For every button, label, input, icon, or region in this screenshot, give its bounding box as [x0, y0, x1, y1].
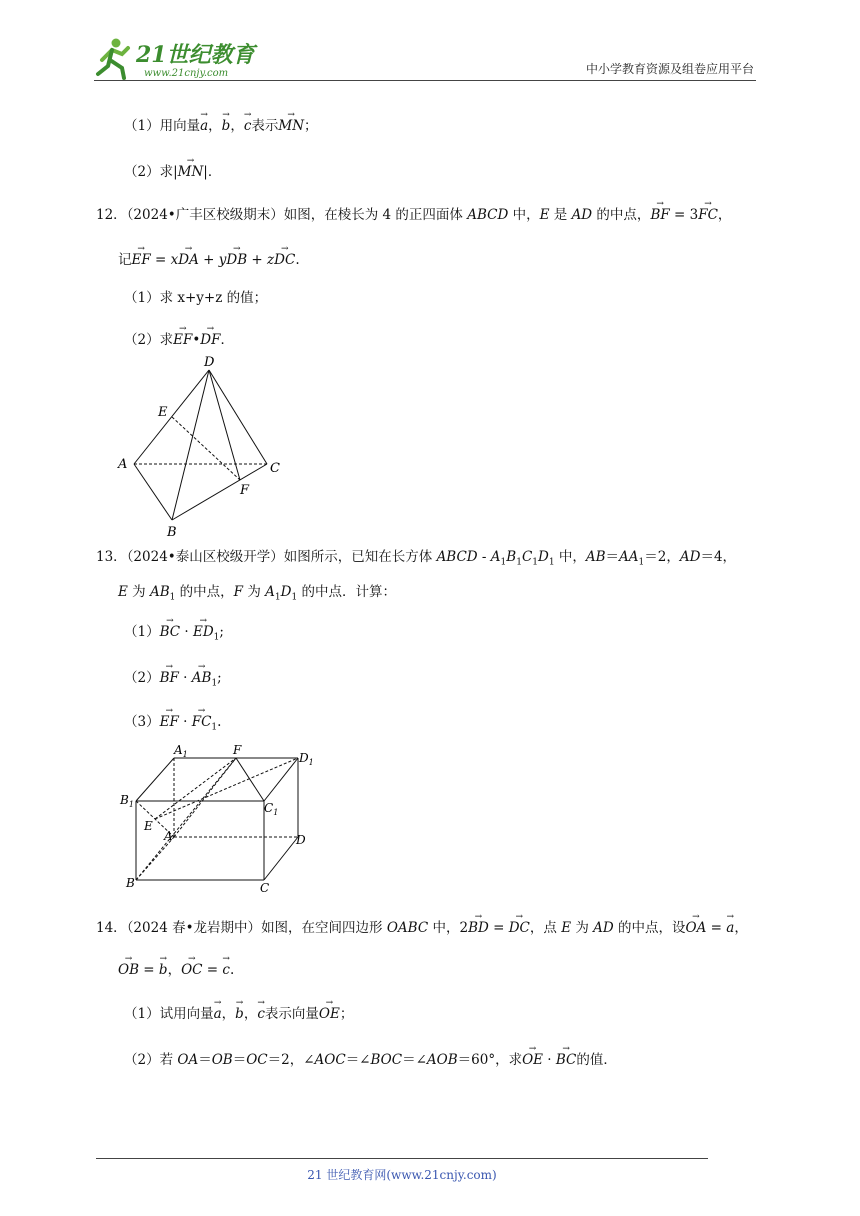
q12-part1: （1）求 x+y+z 的值； — [124, 290, 268, 306]
label-f: F — [233, 743, 242, 757]
logo-text: 21世纪教育 — [136, 42, 255, 68]
header-platform-name: 中小学教育资源及组卷应用平台 — [585, 62, 754, 76]
logo-url: www.21cnjy.com — [144, 68, 229, 79]
q12-stem-line1: 12．（2024•广丰区校级期末）如图，在棱长为 4 的正四面体 ABCD 中，E 是 AD 的中点，→ BF = 3→ FC， — [96, 205, 731, 225]
label-c1: $C_1$ — [264, 801, 279, 817]
cuboid-figure — [116, 740, 326, 898]
footer-link[interactable]: 21 世纪教育网(www.21cnjy.com) — [307, 1168, 497, 1182]
q13-stem-line2: E 为 $AB_1$ 的中点，F 为 $A_1D_1$ 的中点．计算： — [118, 584, 396, 603]
tetrahedron-figure — [112, 352, 292, 542]
label-a: A — [118, 457, 128, 472]
label-b1: $B_1$ — [120, 793, 134, 809]
q11-part2: （2）求|→ MN|． — [124, 162, 221, 182]
q13-part1: （1）→ BC · → $ED_1$; — [124, 622, 224, 648]
label-d: D — [204, 355, 215, 370]
label-d1: $D_1$ — [299, 751, 314, 767]
q14-part1: （1）试用向量→ a，→ b，→ c表示向量→ OE； — [124, 1004, 353, 1024]
q14-stem-line1: 14．（2024 春•龙岩期中）如图，在空间四边形 OABC 中，2→ BD = → DC，点 E 为 AD 的中点，设→ OA = → a， — [96, 918, 748, 938]
q11-part1: （1）用向量→ a，→ b，→ c表示→ MN； — [124, 116, 318, 136]
label-d: D — [296, 833, 306, 847]
label-b: B — [126, 876, 135, 890]
footer-divider — [96, 1158, 708, 1159]
q14-stem-line2: → OB = → b，→ OC = → c. — [118, 960, 234, 980]
header-divider — [94, 80, 756, 81]
q13-part3: （3）→ EF · → $FC_1$. — [124, 712, 221, 738]
label-a: A — [164, 829, 173, 843]
label-b: B — [167, 525, 177, 540]
label-e: E — [158, 405, 168, 420]
q13-stem-line1: 13．（2024•泰山区校级开学）如图所示，已知在长方体 ABCD - $A_1B_1C_1D_1$ 中，$AB=AA_1=2$，AD＝4， — [96, 549, 737, 568]
label-e: E — [144, 819, 153, 833]
runner-icon — [98, 39, 128, 79]
q13-part2: （2）→ BF · → $AB_1$; — [124, 668, 222, 694]
label-a1: $A_1$ — [174, 743, 188, 759]
q14-part2: （2）若 OA＝OB＝OC＝2，∠AOC＝∠BOC＝∠AOB＝60°，求→ OE · → BC的值． — [124, 1050, 617, 1070]
label-c: C — [260, 881, 270, 895]
site-logo — [94, 34, 264, 82]
label-f: F — [240, 483, 250, 498]
q12-stem-line2: 记→ EF = x→ DA + y→ DB + z→ DC. — [118, 250, 300, 270]
label-c: C — [270, 461, 280, 476]
q12-part2: （2）求→ EF•→ DF． — [124, 330, 234, 350]
